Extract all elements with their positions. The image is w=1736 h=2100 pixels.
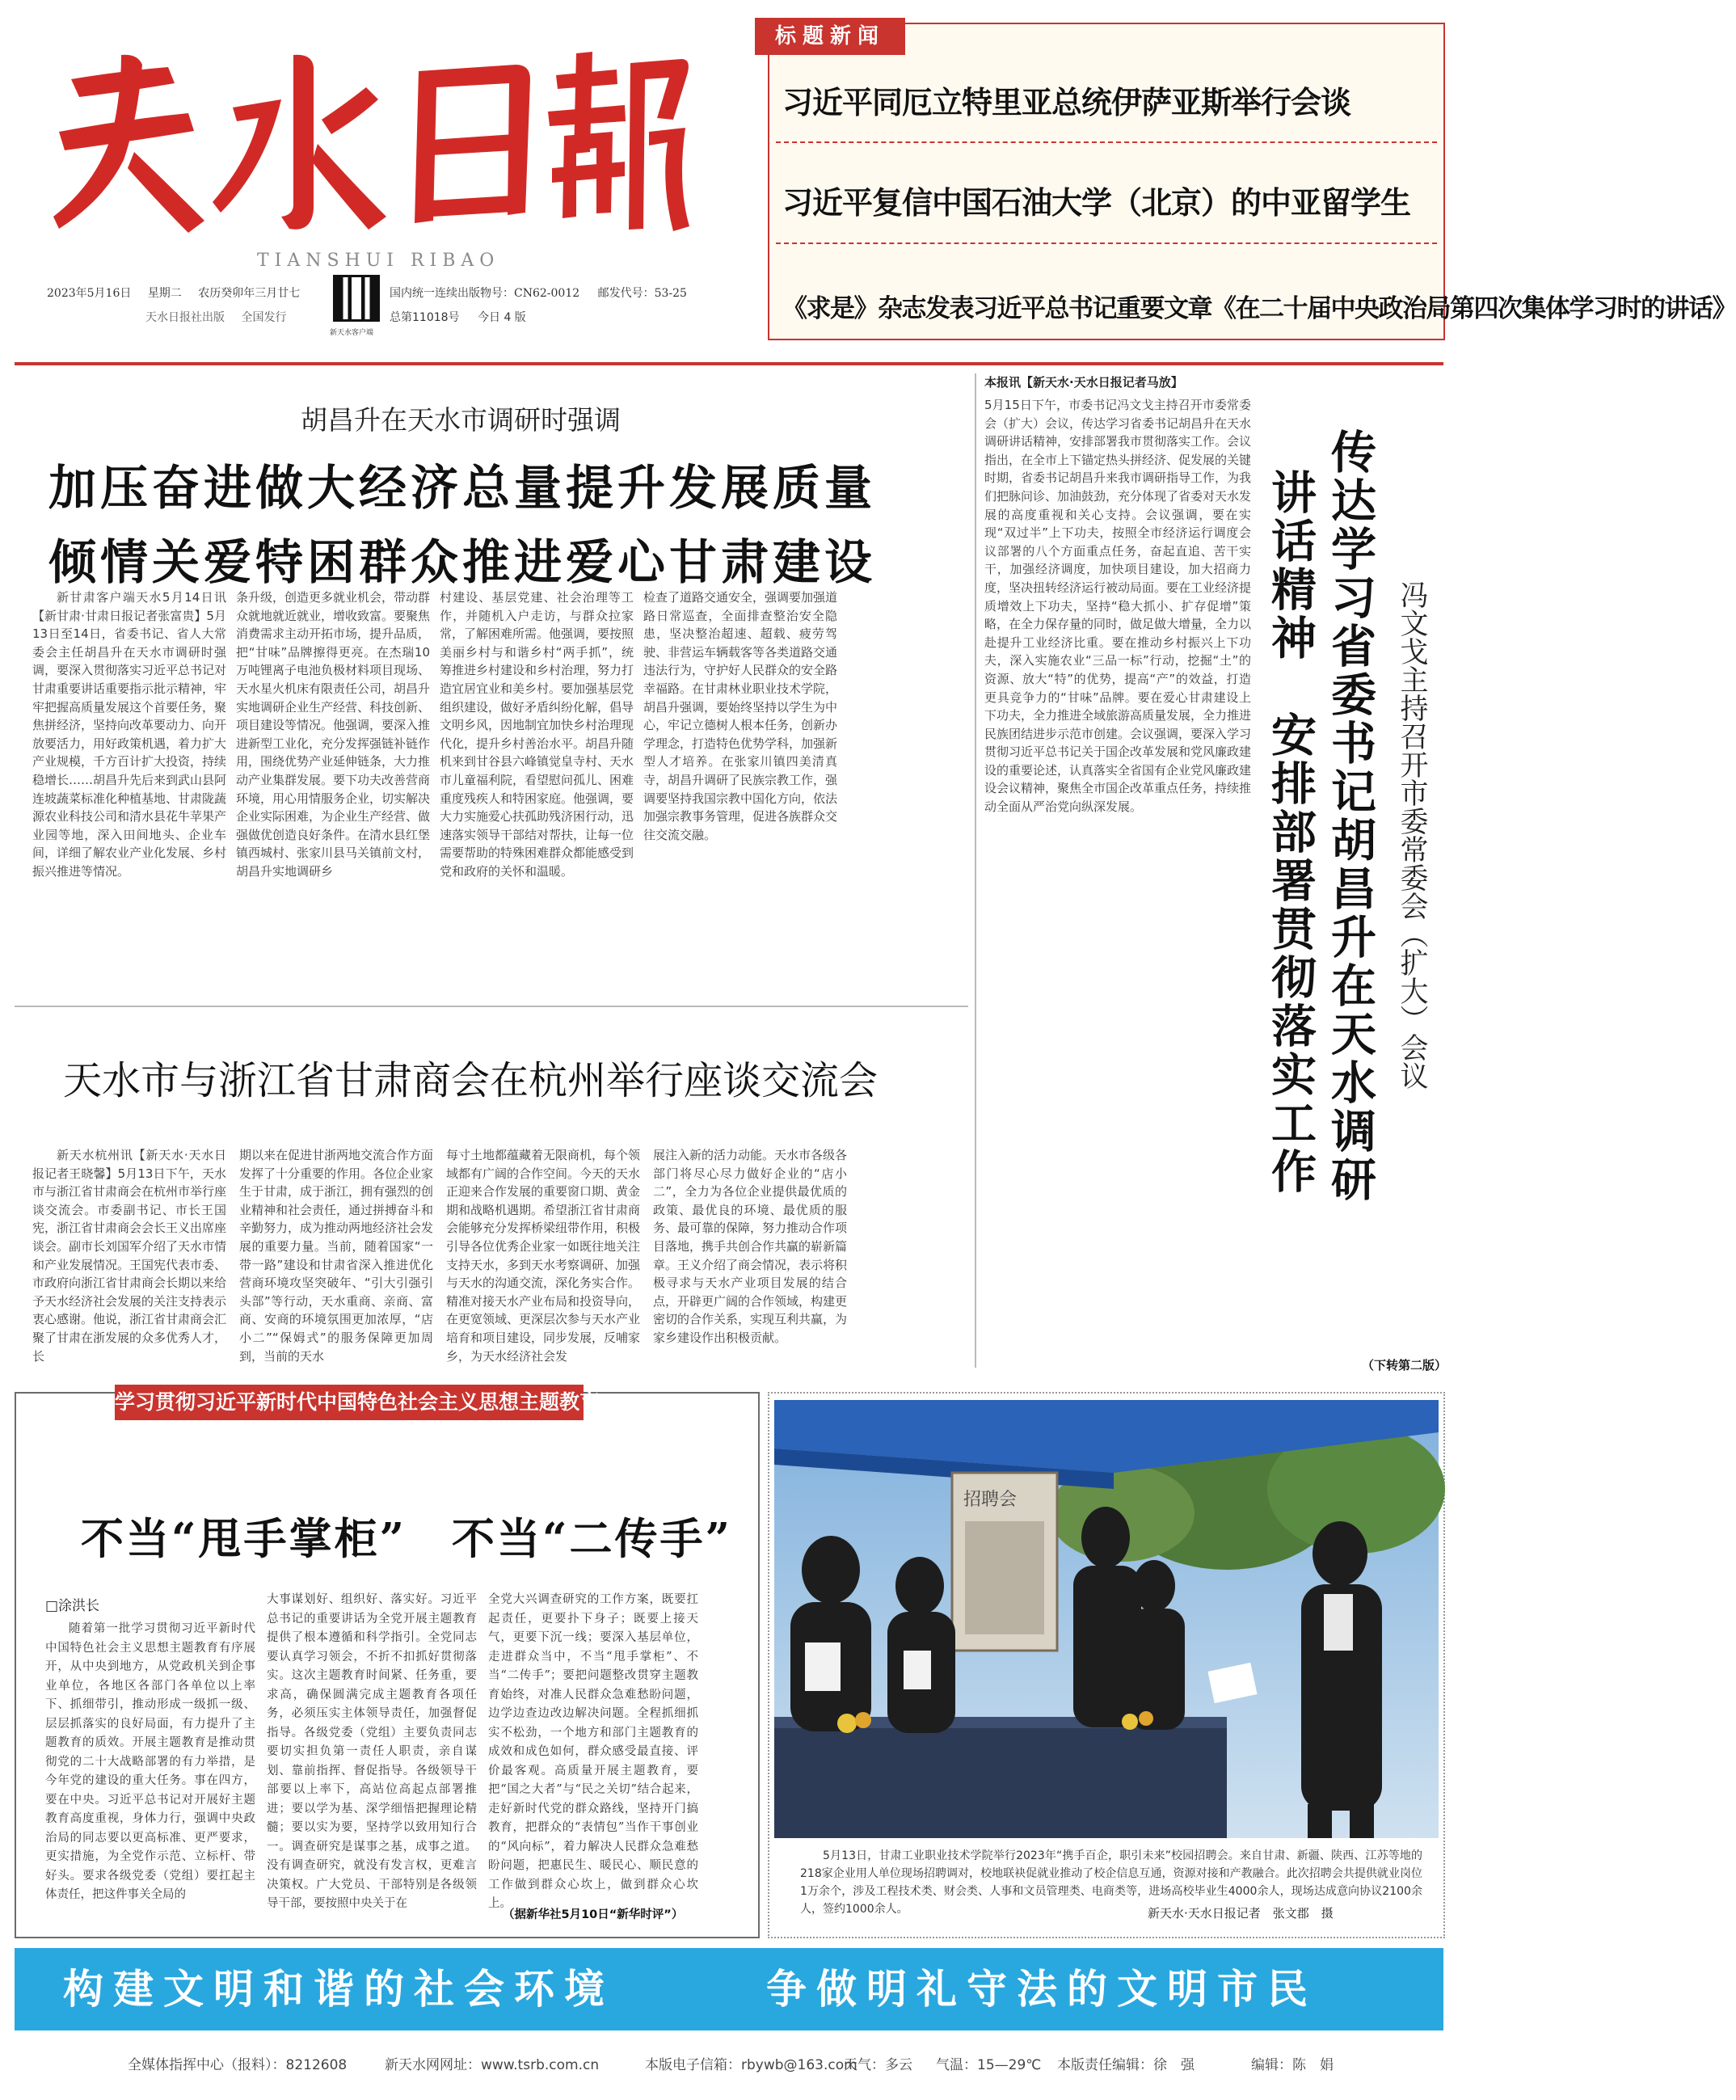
publisher: 天水日报社出版 xyxy=(145,311,225,324)
article1-column: 村建设、基层党建、社会治理等工作，并随机入户走访，与群众拉家常，了解困难所需。他强调，要按照美丽乡村与和谐乡村“两手抓”，统筹推进乡村建设和乡村治理，努力打造宜居宜业和美乡村。要加强基层党组织建设，做好矛盾纠纷化解，倡导文明乡风，因地制宜加快乡村治理现代化，提升乡村善治水平。胡昌升随机来到甘谷县六峰镇觉皇寺村、天水市儿童福利院，看望慰问孤儿、困难重度残疾人和特困家庭。他强调，要大力实施爱心扶孤助残济困行动，迅速落实领导干部结对帮扶，让每一位需要帮助的特殊困难群众都能感受到党和政府的关怀和温暖。 xyxy=(440,590,634,879)
article1-column: 检查了道路交通安全，强调要加强道路日常巡查，全面排查整治安全隐患，坚决整治超速、超载、疲劳驾驶、非营运车辆载客等各类道路交通违法行为，守护好人民群众的安全路幸福路。在甘肃林业职业技术学院，胡昌升强调，要始终坚持以学生为中心，牢记立德树人根本任务，创新办学理念，打造特色优势学科，加强新型人才培养。在张家川镇四美清真寺，胡昌升调研了民族宗教工作，强调要坚持我国宗教中国化方向，依法加强宗教事务管理，促进各族群众交往交流交融。 xyxy=(643,590,838,842)
commentary-source: （据新华社5月10日“新华时评”） xyxy=(503,1908,684,1921)
footer-weather: 天气：多云 xyxy=(844,2057,912,2073)
article2-column: 新天水杭州讯【新天水·天水日报记者王晓馨】5月13日下午，天水市与浙江省甘肃商会在杭州市举行座谈交流会。市委副书记、市长王国宪，浙江省甘肃商会会长王义出席座谈会。副市长刘国军介绍了天水市情和产业发展情况。王国宪代表市委、市政府向浙江省甘肃商会长期以来给予天水经济社会发展的关注支持表示衷心感谢。他说，浙江省甘肃商会汇聚了甘肃在浙发展的众多优秀人才，长 xyxy=(32,1148,227,1364)
commentary-banner: 学习贯彻习近平新时代中国特色社会主义思想主题教育 xyxy=(115,1385,584,1420)
footer-website[interactable]: 新天水网网址：www.tsrb.com.cn xyxy=(385,2057,600,2073)
top-divider xyxy=(15,362,1443,365)
commentary-column: 大事谋划好、组织好、落实好。习近平总书记的重要讲话为全党开展主题教育提供了根本遵循和科学指引。全党同志要认真学习领会，不折不扣抓好贯彻落实。这次主题教育时间紧、任务重，要求高，确保圆满完成主题教育各项任务，必须压实主体领导责任，加强督促指导。各级党委（党组）主要负责同志要切实担负第一责任人职责，亲自谋划、靠前指挥、督促指导。各级领导干部要以上率下，高站位高起点部署推进；要以学为基、深学细悟把握理论精髓；要以实为要，坚持学以致用知行合一。调查研究是谋事之基，成事之道。没有调查研究，就没有发言权，更难言决策权。广大党员、干部特别是各级领导干部，要按照中央关于在 xyxy=(267,1593,477,1910)
article2-column: 每寸土地都蕴藏着无限商机，每个领域都有广阔的合作空间。今天的天水正迎来合作发展的重要窗口期、黄金期和战略机遇期。希望浙江省甘肃商会能够充分发挥桥梁纽带作用，积极引导各位优秀企业家一如既往地关注支持天水，多到天水考察调研、加强与天水的沟通交流，深化务实合作。精准对接天水产业布局和投资导向，在更宽领域、更深层次参与天水产业培育和项目建设，同步发展，反哺家乡，为天水经济社会发 xyxy=(446,1148,641,1364)
section-divider xyxy=(15,1006,968,1007)
publication-numbers xyxy=(390,285,702,301)
issue-date: 2023年5月16日 xyxy=(47,287,132,300)
commentary-column: 全党大兴调查研究的工作方案，既要扛起责任，更要扑下身子；既要上接天气，更要下沉一线；要深入基层单位，走进群众当中，不当“甩手掌柜”、不当“二传手”；要把问题整改贯穿主题教育始终，对准人民群众急难愁盼问题，边学边查边改边解决问题。全程抓细抓实不松劲，一个地方和部门主题教育的成效和成色如何，群众感受最直接、评价最客观。高质量开展主题教育，要把“国之大者”与“民之关切”结合起来，走好新时代党的群众路线，坚持开门搞教育，把群众的“表情包”当作干事创业的“风向标”，着力解决人民群众急难愁盼问题，把惠民生、暖民心、顺民意的工作做到群众心坎上，做到群众心坎上。 xyxy=(488,1593,698,1910)
footer-editor: 本版责任编辑：徐 强 xyxy=(1057,2057,1195,2073)
headline-item[interactable]: 《求是》杂志发表习近平总书记重要文章《在二十届中央政治局第四次集体学习时的讲话》 xyxy=(782,294,1736,323)
article-right-body: 5月15日下午，市委书记冯文戈主持召开市委常委会（扩大）会议，传达学习省委书记胡昌升在天水调研讲话精神，安排部署我市贯彻落实工作。会议指出，在全市上下锚定热头拼经济、促发展的关键时期，省委书记胡昌升来我市调研指导工作，为我们把脉问诊、加油鼓劲，充分体现了省委对天水发展的高度重视和关心支持。会议强调，要在实现“双过半”上下功夫，按照全市经济运行调度会议部署的八个方面重点任务，奋起直追、苦干实干，加强经济调度，加快项目建设，加大招商力度，坚决扭转经济运行被动局面。要在工业经济提质增效上下功夫，坚持“稳大抓小、扩存促增”策略，在全力保存量的同时，做足做大增量，全力以赴提升工业经济比重。要在推动乡村振兴上下功夫，深入实施农业“三品一标”行动，挖掘“土”的资源、放大“特”的优势，提高“产”的效益，打造更具竞争力的“甘味”品牌。要在爱心甘肃建设上下功夫，全力推进全域旅游高质量发展，全力推进民族团结进步示范市创建。会议强调，要深入学习贯彻习近平总书记关于国企改革发展和党风廉政建设的重要论述，认真落实全省国有企业党风廉政建设会议精神，聚焦全市国企改革重点任务，持续推动全面从严治党向纵深发展。 xyxy=(984,398,1252,815)
pages-today: 今日 4 版 xyxy=(478,311,526,324)
qr-code-icon[interactable] xyxy=(333,275,380,322)
article1-title-line[interactable]: 加压奋进做大经济总量提升发展质量 xyxy=(48,460,877,516)
continued-note[interactable]: （下转第二版） xyxy=(1361,1358,1447,1373)
article1-kicker: 胡昌升在天水市调研时强调 xyxy=(301,404,621,436)
distribution: 全国发行 xyxy=(241,311,287,324)
commentary-title[interactable]: 不当“甩手掌柜” 不当“二传手” xyxy=(81,1514,732,1564)
headline-item[interactable]: 习近平同厄立特里亚总统伊萨亚斯举行会谈 xyxy=(782,85,1351,120)
slogan-right: 争做明礼守法的文明市民 xyxy=(766,1966,1317,2013)
issue-lunar-date: 农历癸卯年三月廿七 xyxy=(198,287,301,300)
cn-number: 国内统一连续出版物号：CN62-0012 xyxy=(390,287,580,300)
slogan-banner xyxy=(15,1948,1443,2030)
job-fair-photo[interactable] xyxy=(774,1400,1439,1838)
slogan-left: 构建文明和谐的社会环境 xyxy=(63,1966,614,2013)
masthead-pinyin: TIANSHUI RIBAO xyxy=(257,251,500,271)
article-right-byline: 本报讯【新天水·天水日报记者马放】 xyxy=(984,375,1183,390)
issue-total: 总第11018号 xyxy=(390,311,460,324)
article-right-subtitle: 冯文戈主持召开市委常委会（扩大）会议 xyxy=(1396,580,1428,1090)
commentary-author: □涂洪长 xyxy=(45,1598,100,1614)
issue-numbers xyxy=(390,309,541,325)
footer-email[interactable]: 本版电子信箱：rbywb@163.com xyxy=(645,2057,857,2073)
photo-caption: 5月13日，甘肃工业职业技术学院举行2023年“携手百企，职引未来”校园招聘会。来自甘肃、新疆、陕西、江苏等地的218家企业用人单位现场招聘调对，校地联袂促就业推动了校企信息互通，资源对接和产教融合。此次招聘会共提供就业岗位1万余个，涉及工程技术类、财会类、人事和文员管理类、电商类等，进场高校毕业生4000余人，现场达成意向协议2100余人，签约1000余人。 xyxy=(800,1849,1422,1916)
photo-credit: 新天水·天水日报记者 张文郡 摄 xyxy=(1148,1906,1334,1921)
qr-caption: 新天水客户端 xyxy=(330,329,374,337)
footer-temperature: 气温：15—29℃ xyxy=(936,2057,1042,2073)
photo-sign-text: 招聘会 xyxy=(963,1490,1018,1510)
newspaper-logo xyxy=(47,47,693,241)
masthead xyxy=(15,15,758,358)
article1-column: 条升级，创造更多就业机会，带动群众就地就近就业，增收致富。要聚焦消费需求主动开拓市场，提升品质，把“甘味”品牌擦得更亮。在杰瑞10万吨锂离子电池负极材料项目现场、天水星火机床有限责任公司，胡昌升实地调研企业生产经营、科技创新、项目建设等情况。他强调，要深入推进新型工业化，充分发挥强链补链作用，围绕优势产业延伸链条，大力推动产业集群发展。要下功夫改善营商环境，用心用情服务企业，切实解决企业实际困难，为企业生产经营、做强做优创造良好条件。在清水县红堡镇西城村、张家川县马关镇前文村，胡昌升实地调研乡 xyxy=(236,590,431,879)
photo-illustration xyxy=(774,1400,1439,1838)
article1-column: 新甘肃客户端天水5月14日讯【新甘肃·甘肃日报记者张富贵】5月13日至14日，省委书记、省人大常委会主任胡昌升在天水市调研时强调，要深入贯彻落实习近平总书记对甘肃重要讲话重要指示批示精神，牢牢把握高质量发展这个首要任务，聚焦拼经济，坚持向改革要动力、向开放要活力，用好政策机遇，着力扩大产业规模，千方百计扩大投资，持续稳增长……胡昌升先后来到武山县阿连坡蔬菜标准化种植基地、甘肃陇蔬源农业科技公司和清水县花牛苹果产业园等地，深入田间地头、企业车间，详细了解农业产业化发展、乡村振兴推进等情况。 xyxy=(32,590,227,879)
masthead-date-line xyxy=(47,285,313,301)
article-right-title-line[interactable]: 传达学习省委书记胡昌升在天水调研 xyxy=(1324,428,1376,1204)
issue-weekday: 星期二 xyxy=(147,287,182,300)
commentary-column: 随着第一批学习贯彻习近平新时代中国特色社会主义思想主题教育有序展开，从中央到地方，从党政机关到企事业单位，各地区各部门各单位以上率下、抓细带引，推动形成一级抓一级、层层抓落实的良好局面，有力提升了主题教育的质效。开展主题教育是推动贯彻党的二十大战略部署的有力举措，是今年党的建设的重大任务。事在四方，要在中央。习近平总书记对开展好主题教育高度重视，身体力行，强调中央政治局的同志要以更高标准、更严要求，更实措施，为全党作示范、立标杆、带好头。要求各级党委（党组）要扛起主体责任，把这件事关全局的 xyxy=(45,1622,255,1901)
headline-divider xyxy=(776,242,1437,244)
article2-column: 期以来在促进甘浙两地交流合作方面发挥了十分重要的作用。各位企业家生于甘肃，成于浙江，拥有强烈的创业精神和社会责任，通过拼搏奋斗和辛勤努力，成为推动两地经济社会发展的重要力量。当前，随着国家“一带一路”建设和甘肃省深入推进优化营商环境攻坚突破年、“引大引强引头部”等行动，天水重商、亲商、富商、安商的环境氛围更加浓厚，“店小二”“保姆式”的服务保障更加周到，当前的天水 xyxy=(239,1148,434,1364)
headline-divider xyxy=(776,141,1437,143)
article2-title[interactable]: 天水市与浙江省甘肃商会在杭州举行座谈交流会 xyxy=(63,1058,879,1103)
page-footer xyxy=(15,2037,1443,2087)
article1-title-line[interactable]: 倾情关爱特困群众推进爱心甘肃建设 xyxy=(48,534,877,590)
headline-item[interactable]: 习近平复信中国石油大学（北京）的中亚留学生 xyxy=(782,185,1411,221)
column-divider xyxy=(975,373,976,1368)
article2-column: 展注入新的活力动能。天水市各级各部门将尽心尽力做好企业的“店小二”，全力为各位企业提供最优质的政策、最优良的环境、最优质的服务、最可靠的保障，努力推动合作项目落地，携手共创合作共赢的崭新篇章。王义介绍了商会情况，表示将积极寻求与天水产业项目发展的结合点，开辟更广阔的合作领域，构建更密切的合作关系，实现互利共赢，为家乡建设作出积极贡献。 xyxy=(653,1148,848,1345)
headline-news-tag: 标题新闻 xyxy=(755,18,905,55)
footer-hotline: 全媒体指挥中心（报料）：8212608 xyxy=(128,2057,348,2073)
masthead-publisher-line xyxy=(145,309,299,325)
footer-editor2: 编辑：陈 娟 xyxy=(1251,2057,1334,2073)
article-right-title-line[interactable]: 讲话精神 安排部署贯彻落实工作 xyxy=(1264,469,1317,1196)
postal-code: 邮发代号：53-25 xyxy=(597,287,687,300)
